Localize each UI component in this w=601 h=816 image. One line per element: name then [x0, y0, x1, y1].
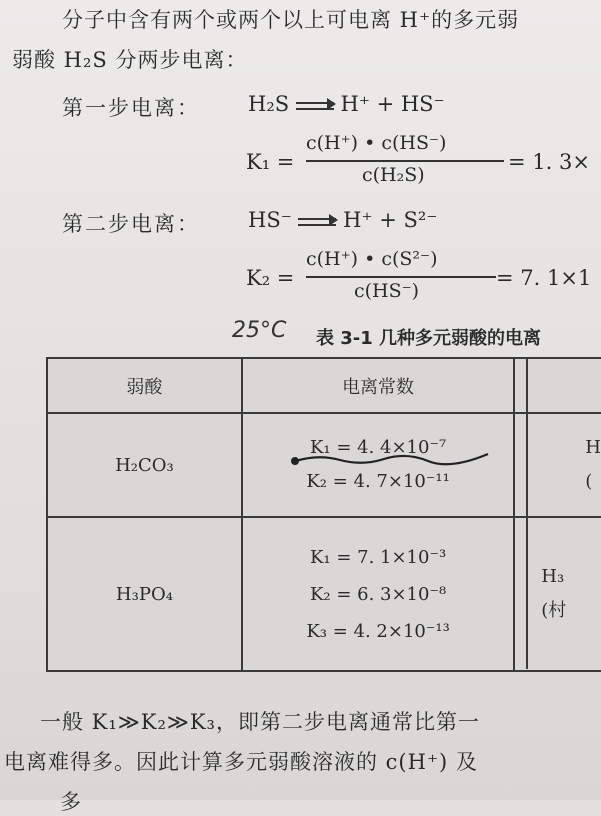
header-constants: 电离常数	[242, 358, 514, 413]
constants-cell	[242, 517, 514, 671]
k2-symbol: K₂ =	[246, 266, 295, 290]
k2-fraction-bar	[306, 276, 496, 278]
k1-numerator: c(H⁺) • c(HS⁻)	[306, 132, 447, 154]
k1-fraction	[306, 132, 506, 192]
k2-denominator: c(HS⁻)	[354, 280, 420, 302]
intro-line-2: 弱酸 H₂S 分两步电离：	[12, 48, 248, 72]
step2-products: H⁺ + S²⁻	[343, 208, 438, 232]
k2-fraction	[306, 248, 506, 308]
table-row	[47, 517, 601, 671]
right-cell-text: H	[585, 437, 601, 458]
k2-value: = 7. 1×1	[496, 266, 592, 290]
step1-products: H⁺ + HS⁻	[340, 92, 445, 116]
table-double-rule	[526, 357, 528, 669]
constant-value: K₁ = 7. 1×10⁻³	[309, 546, 447, 568]
constant-value: K₃ = 4. 2×10⁻¹³	[306, 620, 450, 642]
acid-cell: H₃PO₄	[47, 517, 242, 671]
k2-numerator: c(H⁺) • c(S²⁻)	[306, 248, 438, 270]
constant-value: K₂ = 6. 3×10⁻⁸	[309, 583, 447, 605]
handwritten-underline-icon	[288, 448, 493, 472]
step2-equation	[248, 208, 437, 232]
step1-label: 第一步电离：	[62, 96, 200, 120]
table-header-row	[47, 358, 601, 413]
table-caption: 表 3-1 几种多元弱酸的电离	[316, 328, 542, 349]
step1-reactant: H₂S	[248, 92, 290, 116]
right-cell-text: H₃	[541, 566, 565, 587]
right-cell-text: (村	[541, 600, 567, 621]
constant-value: K₂ = 4. 7×10⁻¹¹	[306, 471, 450, 492]
equilibrium-arrow-icon	[298, 217, 336, 227]
constant-value: K₁ = 4. 4×10⁻⁷	[309, 437, 447, 458]
acid-constants-table	[46, 357, 601, 672]
right-cell-text: (	[585, 471, 593, 492]
acid-cell: H₂CO₃	[47, 413, 242, 517]
equilibrium-arrow-icon	[296, 101, 334, 111]
step2-reactant: HS⁻	[248, 208, 292, 232]
step2-label: 第二步电离：	[62, 212, 200, 236]
intro-line-1: 分子中含有两个或两个以上可电离 H⁺的多元弱	[62, 8, 520, 32]
bottom-line-1: 一般 K₁≫K₂≫K₃，即第二步电离通常比第一	[40, 710, 480, 734]
k1-symbol: K₁ =	[246, 150, 295, 174]
bottom-line-3: 多	[60, 790, 82, 814]
k1-denominator: c(H₂S)	[362, 164, 425, 186]
bottom-line-2: 电离难得多。因此计算多元弱酸溶液的 c(H⁺) 及	[4, 750, 478, 774]
header-acid: 弱酸	[47, 358, 242, 413]
k1-fraction-bar	[306, 160, 504, 162]
step1-equation	[248, 92, 445, 116]
k1-value: = 1. 3×	[508, 150, 590, 174]
handwritten-note: 25°C	[232, 318, 287, 343]
